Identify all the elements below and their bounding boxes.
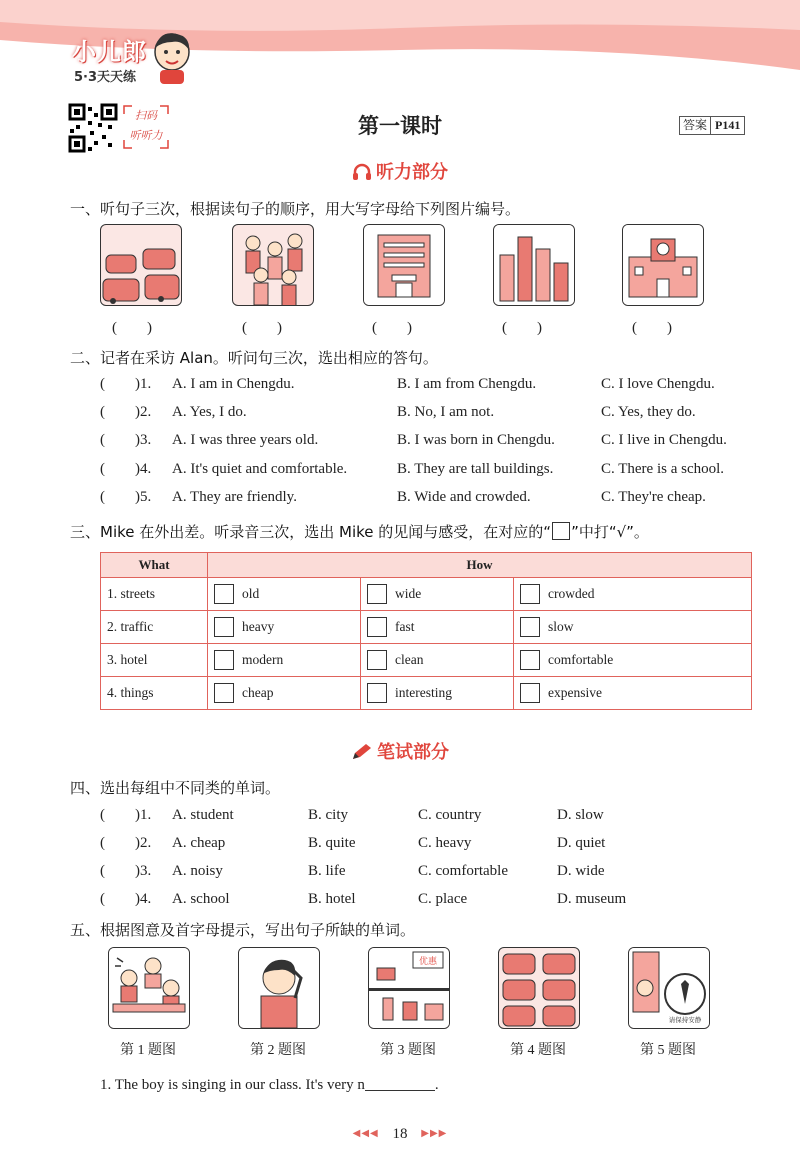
checkbox[interactable] [520,650,540,670]
q4-option-c: C. comfortable [418,863,508,879]
q4-option-b: B. hotel [308,891,356,907]
q4-option-b: B. life [308,863,346,879]
crowd-icon [233,225,313,305]
checkbox[interactable] [367,683,387,703]
q4-item-2 [100,833,780,853]
q1-picture-traffic [100,224,182,306]
writing-section-heading [0,738,800,764]
q5-picture-row [100,947,720,1067]
answer-page: P141 [715,118,741,132]
noisy-classroom-icon [109,948,189,1028]
q2-option-c: C. I love Chengdu. [601,376,715,392]
option-label: fast [395,619,415,634]
q1-answer-blank-1[interactable]: ( ) [112,320,152,336]
traffic-jam-icon [101,225,181,305]
checkbox[interactable] [214,584,234,604]
q5-picture-4 [498,947,580,1029]
q2-option-c: C. Yes, they do. [601,404,696,420]
checkbox[interactable] [520,617,540,637]
q2-item-5 [100,487,780,507]
checkbox[interactable] [520,683,540,703]
q4-item-number[interactable]: ( )4. [100,891,152,907]
q5-picture-2 [238,947,320,1029]
q1-answer-blank-3[interactable]: ( ) [372,320,412,336]
q2-item-2 [100,402,780,422]
q1-picture-city [493,224,575,306]
checkbox[interactable] [214,683,234,703]
q4-item-4 [100,889,780,909]
checkbox-sample-icon [552,522,570,540]
q4-instruction: 四、选出每组中不同类的单词。 [70,779,281,797]
q3-instruction-part-1: 三、Mike 在外出差。听录音三次，选出 Mike 的见闻与感受，在对应的“ [70,523,552,541]
q2-option-a: A. It's quiet and comfortable. [172,461,348,477]
q4-option-b: B. city [308,807,348,823]
listening-section-title: 听力部分 [376,162,448,183]
q5-picture-5 [628,947,710,1029]
answer-blank-line[interactable] [365,1076,435,1091]
checkbox[interactable] [520,584,540,604]
q1-answer-blank-2[interactable]: ( ) [242,320,282,336]
right-arrows-icon: ▶▶▶ [421,1128,448,1139]
option-label: wide [395,586,422,601]
option-label: clean [395,652,424,667]
q1-answer-blank-4[interactable]: ( ) [502,320,542,336]
checkbox[interactable] [367,650,387,670]
table-row [101,644,752,677]
table-row [101,611,752,644]
q5-picture-3 [368,947,450,1029]
checkbox[interactable] [367,584,387,604]
option-label: crowded [548,586,595,601]
answer-reference [679,116,745,135]
q4-option-c: C. place [418,891,468,907]
q2-option-b: B. They are tall buildings. [397,461,554,477]
option-label: heavy [242,619,275,634]
q4-option-d: D. slow [557,807,604,823]
checkbox[interactable] [367,617,387,637]
column-header-how: How [208,553,752,578]
q3-instruction-part-2: ”中打“√”。 [571,523,649,541]
q4-option-d: D. wide [557,863,605,879]
checkbox[interactable] [214,617,234,637]
q1-picture-school [622,224,704,306]
table-row [101,677,752,710]
q2-option-a: A. Yes, I do. [172,404,247,420]
q4-item-3 [100,861,780,881]
q2-item-number[interactable]: ( )1. [100,376,152,392]
writing-section-title: 笔试部分 [377,742,449,763]
table-header-row [101,553,752,578]
city-skyline-icon [494,225,574,305]
q1-instruction: 一、听句子三次，根据读句子的顺序，用大写字母给下列图片编号。 [70,200,521,218]
q5-sentence-1 [100,1076,439,1094]
q2-option-b: B. No, I am not. [397,404,495,420]
q4-option-a: A. student [172,807,234,823]
option-label: expensive [548,685,602,700]
q3-table [100,552,752,710]
q2-option-b: B. I was born in Chengdu. [397,432,555,448]
listening-section-heading [0,158,800,184]
q2-option-b: B. I am from Chengdu. [397,376,537,392]
option-label: comfortable [548,652,614,667]
q4-option-c: C. country [418,807,482,823]
answer-label: 答案 [680,117,711,134]
q2-item-1 [100,374,780,394]
q5-caption-3: 第 3 题图 [380,1043,436,1058]
headphones-icon [352,163,372,181]
option-label: interesting [395,685,452,700]
q4-item-number[interactable]: ( )3. [100,863,152,879]
q4-item-1 [100,805,780,825]
option-label: modern [242,652,284,667]
q2-instruction: 二、记者在采访 Alan。听问句三次，选出相应的答句。 [70,349,438,367]
q4-item-number[interactable]: ( )1. [100,807,152,823]
row-label: 2. traffic [101,611,208,644]
q1-picture-hotel [363,224,445,306]
option-label: cheap [242,685,274,700]
quiet-sign-text: 请保持安静 [668,1016,702,1024]
q2-option-a: A. I was three years old. [172,432,319,448]
thinking-boy-icon [239,948,319,1028]
scan-line-2: 听听力 [129,129,163,142]
traffic-jam-icon [499,948,579,1028]
q2-item-3 [100,430,780,450]
q5-caption-1: 第 1 题图 [120,1043,176,1058]
q4-option-d: D. quiet [557,835,606,851]
lesson-title: 第一课时 [358,114,442,138]
q5-caption-5: 第 5 题图 [640,1043,696,1058]
q4-option-b: B. quite [308,835,356,851]
school-building-icon [623,225,703,305]
logo-subtitle: 5·3天天练 [74,70,137,85]
q2-option-c: C. They're cheap. [601,489,706,505]
row-label: 3. hotel [101,644,208,677]
sentence-end: . [434,1077,439,1093]
q2-item-number[interactable]: ( )4. [100,461,152,477]
q4-option-a: A. school [172,891,230,907]
page-footer [0,1126,800,1143]
checkbox[interactable] [214,650,234,670]
q2-item-4 [100,459,780,479]
q4-option-a: A. cheap [172,835,226,851]
option-label: old [242,586,260,601]
hotel-building-icon [364,225,444,305]
q1-picture-crowd [232,224,314,306]
page-number: 18 [392,1126,408,1142]
q2-item-number[interactable]: ( )2. [100,404,152,420]
option-label: slow [548,619,574,634]
sentence-text: 1. The boy is singing in our class. It's very n [100,1077,365,1093]
q2-option-b: B. Wide and crowded. [397,489,531,505]
q5-caption-2: 第 2 题图 [250,1043,306,1058]
keep-quiet-sign-icon [629,948,709,1028]
scan-line-1: 扫码 [135,109,157,122]
q2-item-number[interactable]: ( )5. [100,489,152,505]
column-header-what: What [101,553,208,578]
q5-picture-1 [108,947,190,1029]
q2-option-a: A. They are friendly. [172,489,297,505]
pencil-icon [351,743,373,761]
q4-option-c: C. heavy [418,835,472,851]
shop-discount-icon [369,948,449,1028]
q1-picture-row [100,224,700,314]
q4-item-number[interactable]: ( )2. [100,835,152,851]
left-arrows-icon: ◀◀◀ [352,1128,379,1139]
q4-option-d: D. museum [557,891,627,907]
table-row [101,578,752,611]
q2-option-a: A. I am in Chengdu. [172,376,295,392]
row-label: 4. things [101,677,208,710]
q1-answer-blank-5[interactable]: ( ) [632,320,672,336]
mascot-boy-icon [150,30,194,86]
q4-option-a: A. noisy [172,863,223,879]
q3-instruction [70,521,649,542]
discount-sign: 优惠 [418,957,438,967]
row-label: 1. streets [101,578,208,611]
logo-title: 小儿郎 [72,38,147,66]
q2-option-c: C. I live in Chengdu. [601,432,727,448]
q2-item-number[interactable]: ( )3. [100,432,152,448]
q5-caption-4: 第 4 题图 [510,1043,566,1058]
q5-instruction: 五、根据图意及首字母提示，写出句子所缺的单词。 [70,921,416,939]
q2-option-c: C. There is a school. [601,461,725,477]
